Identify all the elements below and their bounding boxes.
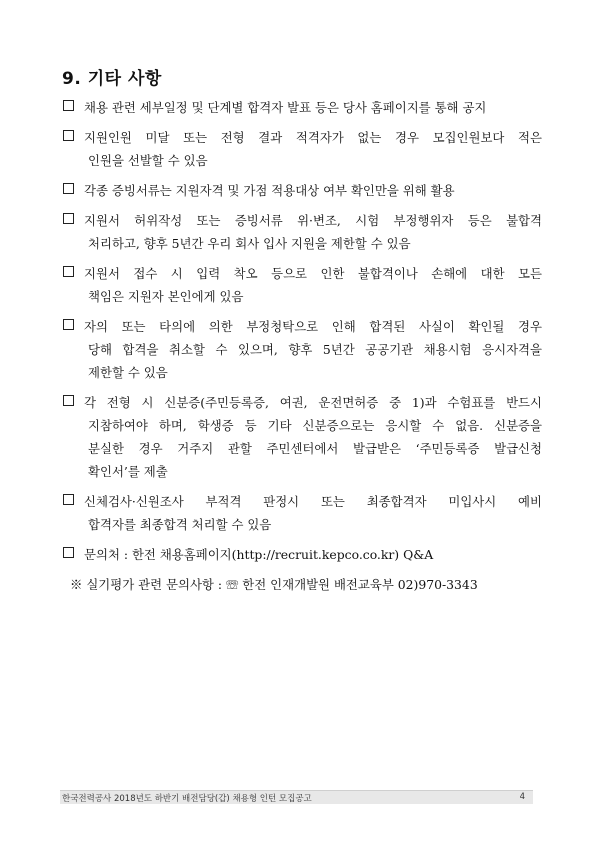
checkbox-square-icon bbox=[63, 319, 74, 330]
list-item-line: 지원인원 미달 또는 전형 결과 적격자가 없는 경우 모집인원보다 적은 bbox=[84, 130, 542, 145]
list-item bbox=[62, 262, 542, 308]
list-item-line: 지원서 허위작성 또는 증빙서류 위·변조, 시험 부정행위자 등은 불합격 bbox=[84, 213, 542, 228]
contact-note: ※ 실기평가 관련 문의사항 : ☏ 한전 인재개발원 배전교육부 02)970-3343 bbox=[70, 577, 478, 592]
list-item-line: 문의처 : 한전 채용홈페이지(http://recruit.kepco.co.kr) Q&A bbox=[84, 547, 434, 562]
checkbox-square-icon bbox=[63, 395, 74, 406]
list-item-line: 신체검사·신원조사 부적격 판정시 또는 최종합격자 미입사시 예비 bbox=[84, 494, 542, 509]
list-item-line: 제한할 수 있음 bbox=[88, 365, 168, 380]
checkbox-square-icon bbox=[63, 494, 74, 505]
list-item-line: 지참하여야 하며, 학생증 등 기타 신분증으로는 응시할 수 없음. 신분증을 bbox=[88, 418, 542, 433]
list-item bbox=[62, 490, 542, 536]
list-item bbox=[62, 543, 542, 566]
list-item bbox=[62, 96, 542, 119]
list-item-line: 책임은 지원자 본인에게 있음 bbox=[88, 289, 244, 304]
list-item-line: 합격자를 최종합격 처리할 수 있음 bbox=[88, 517, 272, 532]
checkbox-square-icon bbox=[63, 266, 74, 277]
list-item bbox=[62, 315, 542, 384]
list-item-line: 채용 관련 세부일정 및 단계별 합격자 발표 등은 당사 홈페이지를 통해 공지 bbox=[84, 100, 487, 115]
list-item-line: 각 전형 시 신분증(주민등록증, 여권, 운전면허증 중 1)과 수험표를 반드시 bbox=[84, 395, 542, 410]
section-heading: 9. 기타 사항 bbox=[62, 69, 162, 89]
list-item-line: 지원서 접수 시 입력 착오 등으로 인한 불합격이나 손해에 대한 모든 bbox=[84, 266, 542, 281]
list-item-line: 각종 증빙서류는 지원자격 및 가점 적용대상 여부 확인만을 위해 활용 bbox=[84, 183, 455, 198]
list-item-line: 당해 합격을 취소할 수 있으며, 향후 5년간 공공기관 채용시험 응시자격을 bbox=[88, 342, 542, 357]
list-item-line: 확인서’를 제출 bbox=[88, 464, 168, 479]
notice-list bbox=[62, 96, 542, 573]
list-item-line: 인원을 선발할 수 있음 bbox=[88, 153, 208, 168]
checkbox-square-icon bbox=[63, 183, 74, 194]
checkbox-square-icon bbox=[63, 213, 74, 224]
list-item bbox=[62, 126, 542, 172]
checkbox-square-icon bbox=[63, 130, 74, 141]
list-item bbox=[62, 209, 542, 255]
page-number: 4 bbox=[519, 792, 525, 802]
list-item bbox=[62, 391, 542, 483]
list-item-line: 분실한 경우 거주지 관할 주민센터에서 발급받은 ‘주민등록증 발급신청 bbox=[88, 441, 542, 456]
list-item bbox=[62, 179, 542, 202]
list-item-line: 처리하고, 향후 5년간 우리 회사 입사 지원을 제한할 수 있음 bbox=[88, 236, 411, 251]
checkbox-square-icon bbox=[63, 547, 74, 558]
footer-document-title: 한국전력공사 2018년도 하반기 배전담당(갑) 채용형 인턴 모집공고 bbox=[62, 794, 312, 804]
list-item-line: 자의 또는 타의에 의한 부정청탁으로 인해 합격된 사실이 확인될 경우 bbox=[84, 319, 542, 334]
checkbox-square-icon bbox=[63, 100, 74, 111]
page-footer bbox=[60, 790, 533, 804]
